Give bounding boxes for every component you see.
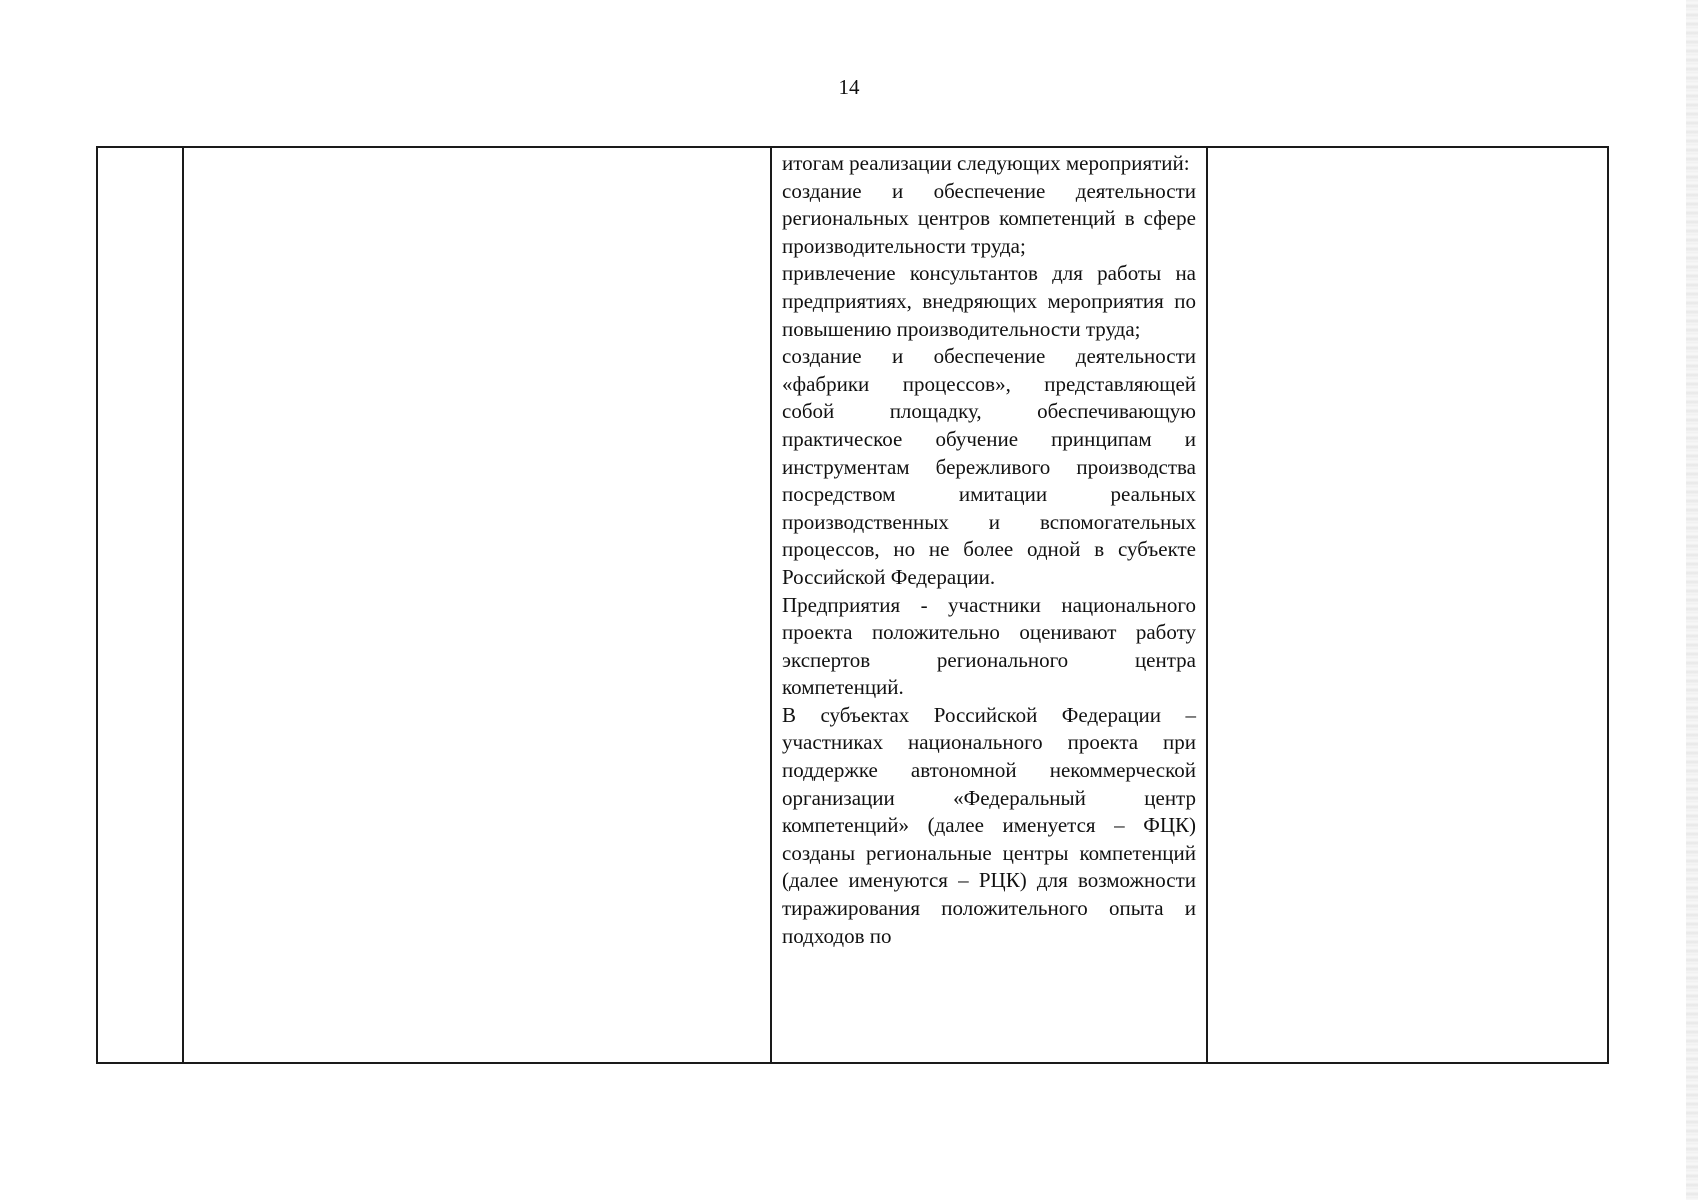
paragraph: создание и обеспечение деятельности региональных центров компетенций в сфере производительности труда; bbox=[782, 178, 1196, 258]
paragraph: Предприятия - участники национального проекта положительно оценивают работу экспертов регионального центра компетенций. bbox=[782, 592, 1196, 700]
paragraph: итогам реализации следующих мероприятий: bbox=[782, 151, 1190, 175]
table-cell-description bbox=[771, 147, 1207, 1063]
scan-edge-artifact bbox=[1686, 0, 1698, 1200]
table-cell-number bbox=[97, 147, 183, 1063]
table-row bbox=[97, 147, 1608, 1063]
paragraph: В субъектах Российской Федерации – участниках национального проекта при поддержке автономной некоммерческой организации «Федеральный центр компетенций» (далее именуется – ФЦК) созданы региональные центры компетенций (далее именуются – РЦК) для возможности тиражирования положительного опыта и подходов по bbox=[782, 702, 1196, 948]
paragraph: привлечение консультантов для работы на предприятиях, внедряющих мероприятия по повышению производительности труда; bbox=[782, 261, 1196, 341]
table-cell-name bbox=[183, 147, 771, 1063]
table-cell-notes bbox=[1207, 147, 1608, 1063]
paragraph: создание и обеспечение деятельности «фабрики процессов», представляющей собой площадку, обеспечивающую практическое обучение принципам и инструментам бережливого производства посредством имитации реальных производственных и вспомогательных процессов, но не более одной в субъекте Российской Федерации. bbox=[782, 344, 1196, 589]
page-number: 14 bbox=[838, 75, 860, 99]
document-table bbox=[96, 146, 1609, 1064]
